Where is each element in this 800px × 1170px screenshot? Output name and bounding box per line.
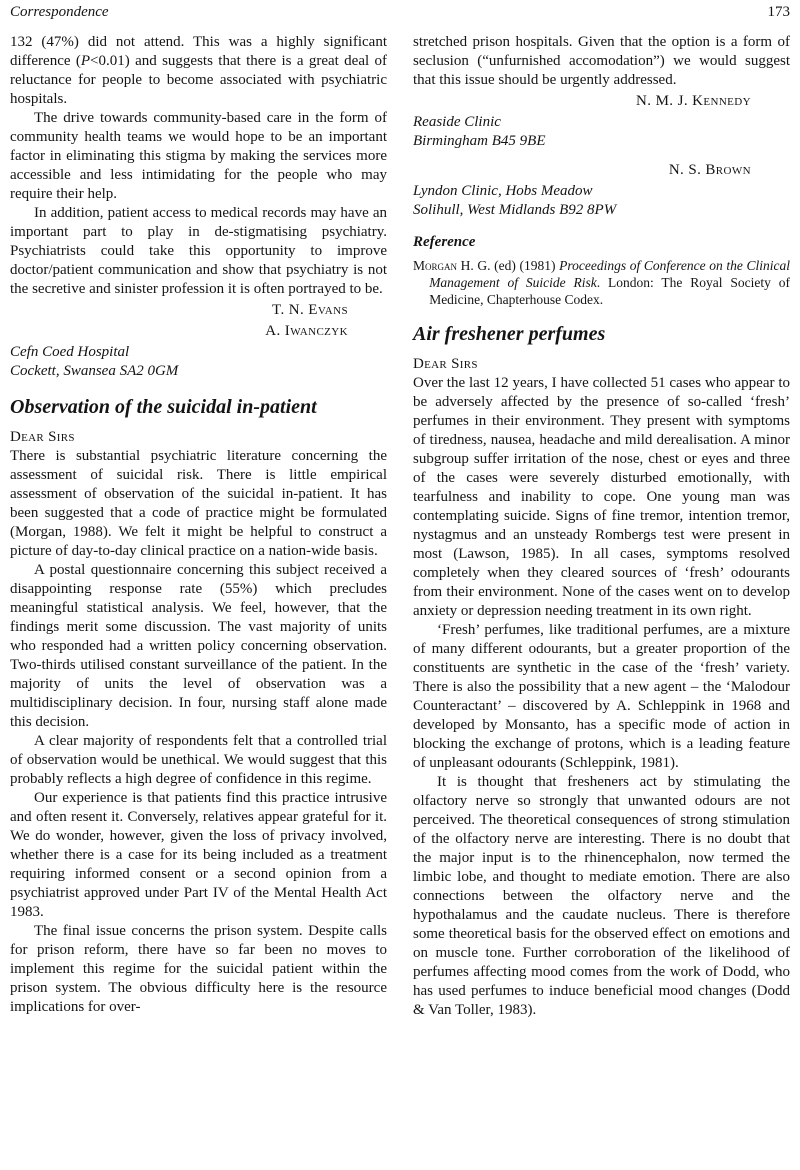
signature-name: A. Iwanczyk [265,323,348,339]
signature-block [413,92,790,111]
signature-block [413,161,790,180]
page-number: 173 [767,4,790,20]
signature-block [10,301,387,341]
address-line: Birmingham B45 9BE [413,133,546,149]
address-line: Lyndon Clinic, Hobs Meadow [413,183,593,199]
paragraph: The drive towards community-based care in the form of community health teams we would hope to be an important factor in eliminating this stigma by making the services more accessible and less intimidating for the people who may require their help. [10,110,387,202]
paragraph: There is substantial psychiatric literature concerning the assessment of suicidal risk. There is little empirical assessment of observation of the suicidal in-patient. It has been suggested that a code of practice might be formulated (Morgan, 1988). We felt it might be helpful to construct a picture of day-to-day clinical practice on a nation-wide basis. [10,448,387,559]
section-title: Correspondence [10,4,109,20]
paragraph: In addition, patient access to medical records may have an important part to play in de-stigmatising psychiatry. Psychiatrists could take this opportunity to improve doctor/patient communication and show that psychiatry is not the secretive and sinister profession it is often portrayed to be. [10,205,387,297]
signature-name: T. N. Evans [272,302,348,318]
address-line: Solihull, West Midlands B92 8PW [413,202,617,218]
address-line: Reaside Clinic [413,114,501,130]
paragraph [10,33,387,109]
salutation: Dear Sirs [413,356,478,372]
signature-name: N. S. Brown [668,162,751,178]
paragraph: Over the last 12 years, I have collected 51 cases who appear to be adversely affected by the presence of so-called ‘fresh’ perfumes in their environment. They present with symptoms of tiredness, nausea, headache and mild derealisation. A minor subgroup suffer irritation of the nose, chest or eyes and three of the cases were severely disturbed emotionally, with tearfulness and inability to cope. One young man was contemplating suicide. Signs of fine tremor, intention tremor, nystagmus and an unsteady Rombergs test were present in most (Lawson, 1985). In all cases, symptoms resolved completely when they cleared sources of ‘fresh’ odourants from their environment. None of the cases went on to develop anxiety or depression needing treatment in its own right. [413,375,790,619]
column-left [10,33,387,1020]
reference-author: Morgan H. G. [413,258,491,273]
text-segment: . London: The Royal Society of Medicine, Chapterhouse Codex. [429,275,790,307]
address-line: Cockett, Swansea SA2 0GM [10,363,179,379]
letter-title: Observation of the suicidal in-patient [10,396,317,418]
signature-name: N. M. J. Kennedy [636,93,751,109]
paragraph: A clear majority of respondents felt that a controlled trial of observation would be unethical. We would suggest that this probably reflects a high degree of confidence in this regime. [10,733,387,787]
column-right [413,33,790,1020]
text-segment-italic: P [80,53,91,69]
reference-entry [413,257,790,308]
paragraph: stretched prison hospitals. Given that the option is a form of seclusion (“unfurnished accomodation”) we would suggest that this issue should be urgently addressed. [413,34,790,88]
paragraph: ‘Fresh’ perfumes, like traditional perfumes, are a mixture of many different odourants, but a greater proportion of the constituents are synthetic in the case of the ‘fresh’ variety. There is also the possibility that a new agent – the ‘Malodour Counteractant’ – discovered by A. Schleppink in 1968 and developed by Monsanto, has a specific mode of action in blocking the exchange of protons, which is a leading feature of unpleasant odourants (Schleppink, 1981). [413,622,790,771]
address-line: Cefn Coed Hospital [10,344,130,360]
address [413,113,790,151]
address [413,182,790,220]
text-segment: <0.01) and suggests that there is a great deal of reluctance for people to become associated with psychiatric hospitals. [10,53,387,107]
reference-heading: Reference [413,234,476,250]
text-segment: 132 (47%) did not attend. This was a highly significant difference ( [10,34,387,69]
reference-title-italic: Proceedings of Conference on the Clinical Management of Suicide Risk [429,258,790,290]
letter-title: Air freshener perfumes [413,323,606,345]
salutation: Dear Sirs [10,429,75,445]
text-segment: (ed) (1981) [490,258,560,273]
paragraph: The final issue concerns the prison system. Despite calls for prison reform, there have so far been no moves to implement this regime for the suicidal patient within the prison system. The obvious difficulty here is the resource implications for over- [10,923,387,1015]
paragraph: Our experience is that patients find this practice intrusive and often resent it. Conversely, relatives appear grateful for it. We do wonder, however, given the loss of privacy involved, whether there is a case for its being included as a treatment requiring informed consent or a second opinion from a psychiatrist approved under Part IV of the Mental Health Act 1983. [10,790,387,920]
two-column-layout [10,33,790,1020]
running-head [10,4,790,21]
paragraph: A postal questionnaire concerning this subject received a disappointing response rate (55%) which precludes meaningful statistical analysis. We feel, however, that the findings merit some discussion. The vast majority of units who responded had a written policy concerning observation. Two-thirds utilised constant surveillance of the patient. In the majority of units the level of observation was a multidisciplinary decision. In four, nursing staff alone made this decision. [10,562,387,730]
address [10,343,387,381]
paragraph: It is thought that fresheners act by stimulating the olfactory nerve so strongly that unwanted odours are not perceived. The theoretical consequences of strong stimulation of the olfactory nerve are interesting. There is no doubt that the major input is to the rhinencephalon, now termed the limbic lobe, and thought to mediate emotion. There are also connections between the olfactory nerve and the hypothalamus and the caudate nucleus. There is therefore some theoretical basis for the observed effect on emotions and on muscle tone. Further corroboration of the likelihood of perfumes affecting mood comes from the work of Dodd, who has used perfumes to induce beneficial mood changes (Dodd & Van Toller, 1983). [413,774,790,1018]
